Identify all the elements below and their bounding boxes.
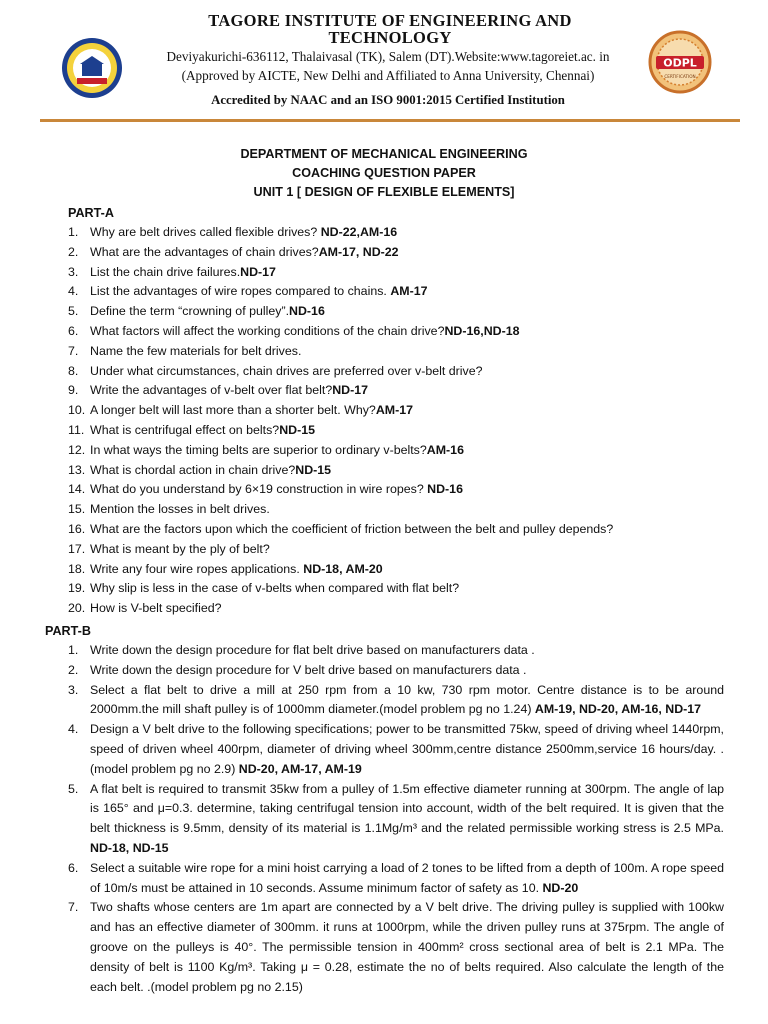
question-number: 6. [68,860,79,875]
exam-session-code: ND-16 [289,304,325,319]
unit-title: UNIT 1 [ DESIGN OF FLEXIBLE ELEMENTS] [253,185,515,199]
question-text: How is V-belt specified? [90,601,222,616]
question-text: List the advantages of wire ropes compared to chains. [90,284,391,299]
header-divider [40,119,740,122]
exam-session-code: AM-17, ND-22 [318,244,399,259]
question-text: Write down the design procedure for flat belt drive based on manufacturers data . [90,643,535,657]
question-text: Write the advantages of v-belt over flat belt? [90,383,333,398]
question-text: Write any four wire ropes applications. [90,561,304,576]
question-item [68,480,724,500]
question-number: 4. [68,722,79,737]
question-number: 8. [68,363,79,378]
paper-titles [0,145,768,202]
question-item [68,401,724,421]
exam-session-code: ND-16 [427,482,463,497]
question-item [68,500,724,520]
exam-session-code: ND-22,AM-16 [320,225,398,239]
part-b-questions [68,641,724,997]
question-item [68,898,724,997]
question-item [68,441,724,461]
question-text: Define the term “crowning of pulley”. [90,304,290,319]
question-item [68,342,724,362]
question-item [68,302,724,322]
question-text: Two shafts whose centers are 1m apart are connected by a V belt drive. The driving pulley is supplied with 100kw and has an effective diameter of 300mm. it runs at 1000rpm, while the driven pulley runs at 375rpm. The angle of groove on the pulleys is 40°. The permissible tension in 400mm² cross sectional area of belt is 2.1 MPa. The density of belt is 1100 Kg/m³. Taking μ = 0.28, estimate the no of belts required. Also calculate the length of the each belt. .(model problem pg no 2.15) [90,900,724,994]
question-text: What is centrifugal effect on belts? [90,422,280,437]
question-number: 20. [68,601,86,616]
exam-session-code: AM-17 [375,403,413,418]
question-text: Mention the losses in belt drives. [90,502,270,517]
question-item [68,421,724,441]
paper-title: COACHING QUESTION PAPER [292,166,476,180]
question-item [68,243,724,263]
part-a-heading: PART-A [68,206,114,220]
question-number: 18. [68,561,86,576]
exam-session-code: ND-18, ND-15 [90,840,169,855]
question-number: 5. [68,304,79,319]
exam-session-code: ND-16,ND-18 [444,323,520,338]
institution-name: TAGORE INSTITUTE OF ENGINEERING AND TECHNOLOGY [208,11,572,47]
exam-session-code: ND-15 [295,462,332,477]
question-number: 5. [68,781,79,796]
question-item [68,641,724,661]
accreditation-line: Accredited by NAAC and an ISO 9001:2015 Certified Institution [211,93,565,107]
exam-session-code: ND-15 [279,422,315,437]
question-text: Why are belt drives called flexible drives? [90,225,321,239]
question-item [68,720,724,779]
question-item [68,540,724,560]
institution-header [0,0,768,124]
question-text: Why slip is less in the case of v-belts when compared with flat belt? [90,581,460,596]
question-number: 15. [68,502,86,517]
question-number: 11. [68,422,85,437]
question-text: Select a suitable wire rope for a mini hoist carrying a load of 2 tones to be lifted from a depth of 100m. A rope speed of 10m/s must be attained in 10 seconds. Assume minimum factor of safety as 10. [90,860,724,895]
question-text: What is meant by the ply of belt? [90,541,270,556]
question-number: 12. [68,442,86,457]
question-text: What factors will affect the working conditions of the chain drive? [90,323,445,338]
institution-address: Deviyakurichi-636112, Thalaivasal (TK), Salem (DT).Website:www.tagoreiet.ac. in [166,49,610,64]
part-b-heading: PART-B [45,624,91,638]
question-text: In what ways the timing belts are superior to ordinary v-belts? [90,442,427,457]
question-item [68,223,724,243]
exam-session-code: AM-17 [390,284,428,299]
department-title: DEPARTMENT OF MECHANICAL ENGINEERING [240,147,528,161]
svg-text:CERTIFICATION: CERTIFICATION [664,74,696,79]
question-number: 14. [68,482,86,497]
question-number: 1. [68,643,79,657]
question-item [68,579,724,599]
exam-session-code: ND-18, AM-20 [303,561,383,576]
question-item [68,322,724,342]
question-number: 13. [68,462,86,477]
question-item [68,520,724,540]
question-number: 3. [68,264,79,279]
question-number: 2. [68,244,79,259]
question-number: 1. [68,225,79,239]
question-number: 19. [68,581,86,596]
question-text: What is chordal action in chain drive? [90,462,296,477]
question-number: 2. [68,662,79,677]
question-number: 6. [68,323,79,338]
question-text: A flat belt is required to transmit 35kw from a pulley of 1.5m effective diameter running at 300rpm. The angle of lap is 165° and μ=0.3. determine, taking centrifugal tension into account, width of the belt required. It is given that the belt thickness is 9.5mm, density of its material is 1.1Mg/m³ and the related permissible working stress is 2.5 MPa. [90,781,724,836]
question-text: A longer belt will last more than a shorter belt. Why? [90,403,376,418]
question-item [68,381,724,401]
question-item [68,859,724,899]
question-text: What do you understand by 6×19 construction in wire ropes? [90,482,428,497]
exam-session-code: ND-20 [542,880,579,895]
exam-session-code: ND-17 [332,383,369,398]
question-number: 3. [68,682,79,697]
question-item [68,681,724,721]
question-item [68,560,724,580]
question-text: What are the factors upon which the coefficient of friction between the belt and pulley depends? [90,521,614,536]
question-item [68,282,724,302]
question-text: Under what circumstances, chain drives are preferred over v-belt drive? [90,363,483,378]
question-item [68,780,724,859]
svg-text:ODPL: ODPL [663,56,697,70]
question-text: List the chain drive failures. [90,264,241,279]
question-text: Select a flat belt to drive a mill at 250 rpm from a 10 kw, 730 rpm motor. Centre distance is to be around 2000mm.the mill shaft pulley is of 1000mm diameter.(model problem pg no 1.24) [90,682,724,717]
question-number: 7. [68,343,79,358]
question-number: 4. [68,284,79,299]
question-number: 17. [68,541,86,556]
question-text: What are the advantages of chain drives? [90,244,319,259]
question-item [68,661,724,681]
odpl-certification-seal-icon [648,30,712,94]
question-item [68,461,724,481]
exam-session-code: ND-20, AM-17, AM-19 [238,761,362,776]
question-number: 7. [68,900,79,915]
question-item [68,263,724,283]
question-number: 9. [68,383,79,398]
college-emblem-icon [60,36,124,100]
question-text: Write down the design procedure for V belt drive based on manufacturers data . [90,662,527,677]
question-item [68,362,724,382]
question-item [68,599,724,619]
question-number: 16. [68,521,86,536]
part-a-questions [68,223,724,619]
exam-session-code: AM-16 [426,442,464,457]
approval-line: (Approved by AICTE, New Delhi and Affiliated to Anna University, Chennai) [181,68,595,83]
question-text: Design a V belt drive to the following specifications; power to be transmitted 75kw, speed of driving wheel 1440rpm, speed of driven wheel 400rpm, diameter of driving wheel 300mm,centre distance 2500mm,service 16 hours/day. .(model problem pg no 2.9) [90,722,724,776]
exam-session-code: AM-19, ND-20, AM-16, ND-17 [534,702,702,717]
question-number: 10. [68,403,86,418]
exam-session-code: ND-17 [240,264,276,279]
question-text: Name the few materials for belt drives. [90,343,302,358]
